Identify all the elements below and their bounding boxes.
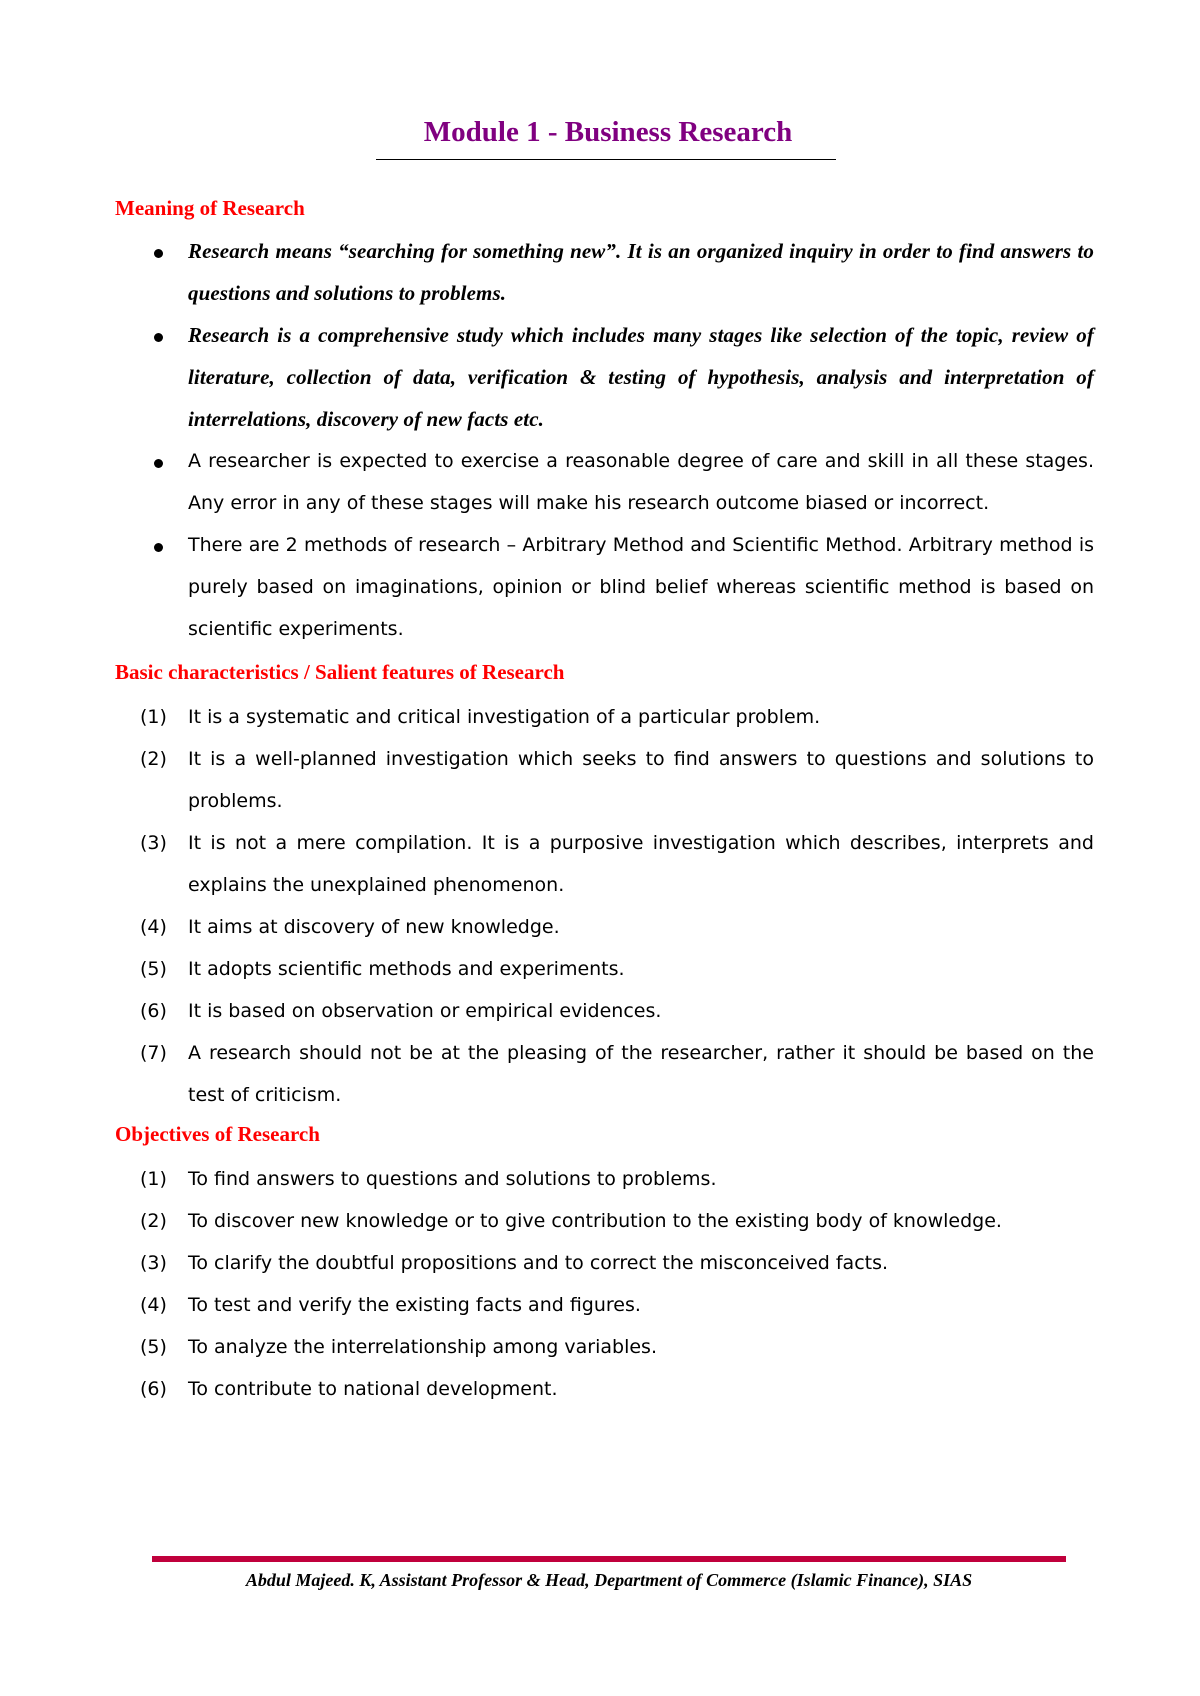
bullet-item: Research is a comprehensive study which includes many stages like selection of the topic, review of literature, collection of data, verification & testing of hypothesis, analysis and interpretation of interrelations, discovery of new facts etc. [188,323,1094,431]
list-number: (2) [140,748,167,770]
bullet-icon [154,249,163,258]
list-item [140,1200,1094,1242]
list-item [140,1158,1094,1200]
list-text: It is not a mere compilation. It is a purposive investigation which describes, interprets and explains the unexplained phenomenon. [188,832,1094,896]
list-number: (3) [140,1252,167,1274]
list-number: (5) [140,958,167,980]
list-text: It is a systematic and critical investigation of a particular problem. [188,706,821,728]
bullet-item: A researcher is expected to exercise a reasonable degree of care and skill in all these stages. Any error in any of these stages will make his research outcome biased or incorrect. [188,450,1094,514]
list-item [140,990,1094,1032]
list-text: To discover new knowledge or to give contribution to the existing body of knowledge. [188,1210,1002,1232]
list-item [140,822,1094,906]
list-item [140,1368,1094,1410]
title-underline [376,159,836,160]
list-text: A research should not be at the pleasing of the researcher, rather it should be based on the test of criticism. [188,1042,1094,1106]
list-number: (1) [140,1168,167,1190]
list-number: (4) [140,1294,167,1316]
list-text: To contribute to national development. [188,1378,558,1400]
list-text: To test and verify the existing facts and figures. [188,1294,641,1316]
list-number: (1) [140,706,167,728]
list-item [140,1326,1094,1368]
page-footer: Abdul Majeed. K, Assistant Professor & Head, Department of Commerce (Islamic Finance), SIAS [245,1570,973,1590]
list-number: (7) [140,1042,167,1064]
bullet-icon [154,333,163,342]
list-number: (3) [140,832,167,854]
list-item [140,738,1094,822]
list-text: To find answers to questions and solutions to problems. [188,1168,717,1190]
list-number: (6) [140,1378,167,1400]
section-heading-characteristics: Basic characteristics / Salient features of Research [115,660,565,684]
list-text: It aims at discovery of new knowledge. [188,916,560,938]
list-item [140,906,1094,948]
footer-rule [152,1556,1066,1562]
list-number: (2) [140,1210,167,1232]
list-text: It is based on observation or empirical evidences. [188,1000,662,1022]
page-title: Module 1 - Business Research [423,116,793,148]
bullet-item: Research means “searching for something new”. It is an organized inquiry in order to find answers to questions and solutions to problems. [188,239,1094,305]
list-item [140,1242,1094,1284]
list-text: It is a well-planned investigation which seeks to find answers to questions and solutions to problems. [188,748,1094,812]
list-number: (6) [140,1000,167,1022]
bullet-item: There are 2 methods of research – Arbitrary Method and Scientific Method. Arbitrary method is purely based on imaginations, opinion or blind belief whereas scientific method is based on scientific experiments. [188,534,1094,640]
list-item [140,948,1094,990]
section-heading-objectives: Objectives of Research [115,1122,320,1146]
list-text: It adopts scientific methods and experiments. [188,958,625,980]
list-number: (5) [140,1336,167,1358]
list-item [140,696,1094,738]
bullet-icon [154,459,163,468]
list-item [140,1032,1094,1116]
list-item [140,1284,1094,1326]
list-text: To clarify the doubtful propositions and to correct the misconceived facts. [188,1252,889,1274]
section-heading-meaning: Meaning of Research [115,196,305,220]
bullet-icon [154,543,163,552]
list-text: To analyze the interrelationship among variables. [188,1336,657,1358]
list-number: (4) [140,916,167,938]
